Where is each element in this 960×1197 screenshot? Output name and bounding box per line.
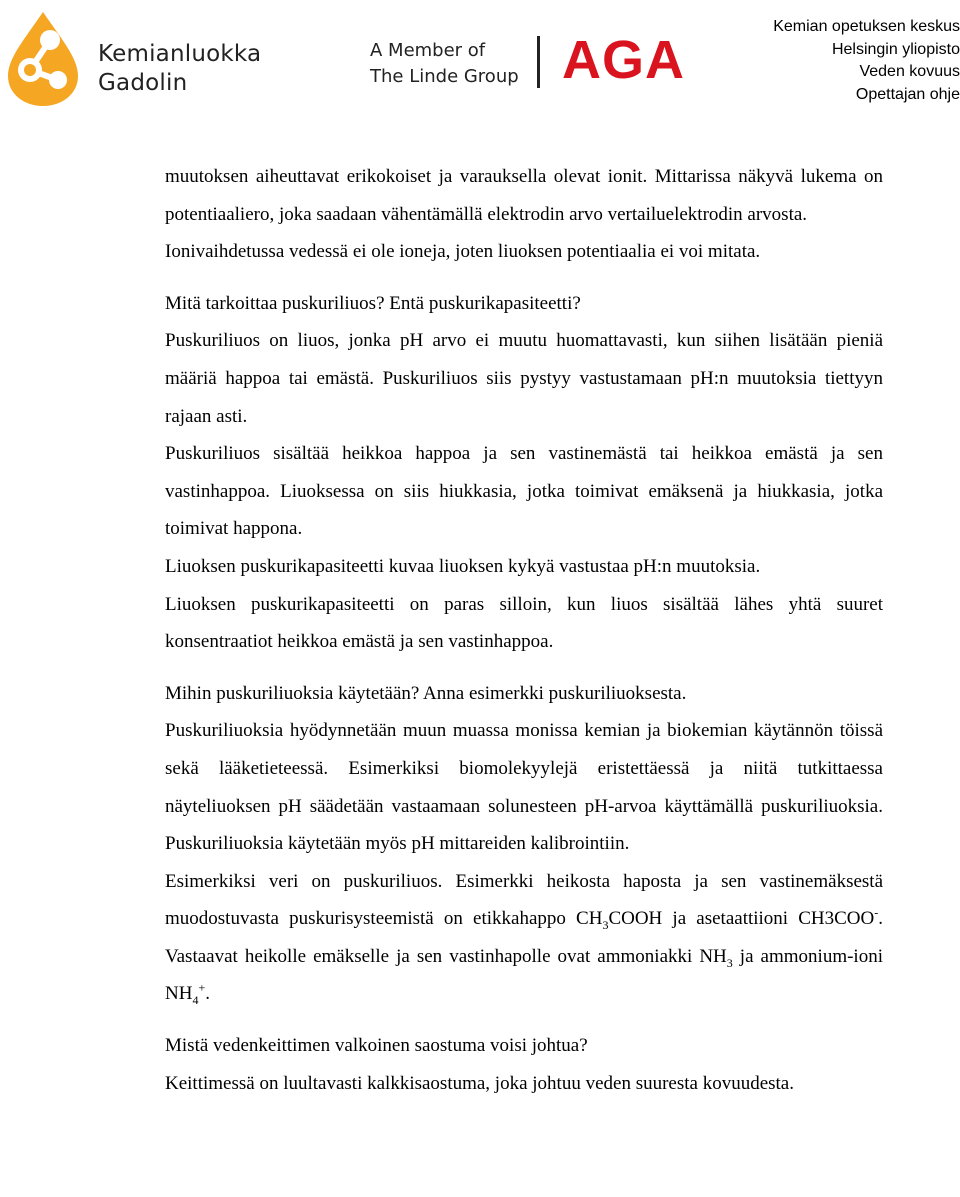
meta-department: Kemian opetuksen keskus [773, 18, 960, 35]
text-run: Esimerkiksi veri on puskuriliuos. Esimerkki heikosta haposta ja sen vastinemäksestä muodostuvasta puskurisysteemistä on etikkahappo CH [165, 870, 883, 930]
text-run: COOH ja asetaattiioni CH3COO [608, 908, 875, 930]
brand-name [98, 40, 261, 98]
text-run: ja ammonium-ioni NH [165, 945, 883, 1005]
brand-line-1: Kemianluokka [98, 41, 262, 67]
answer-paragraph [165, 863, 883, 1013]
paragraph: Ionivaihdetussa vedessä ei ole ioneja, joten liuoksen potentiaalia ei voi mitata. [165, 241, 761, 263]
subscript: 4 [192, 993, 199, 1008]
header-divider [537, 36, 540, 88]
answer-paragraph: Puskuriliuos sisältää heikkoa happoa ja sen vastinemästä tai heikkoa emästä ja sen vastinhappoa. Liuoksessa on siis hiukkasia, jotka toimivat emäksenä ja hiukkasia, jotka toimivat happona. [165, 443, 883, 540]
linde-group-text [370, 38, 519, 90]
page-header [0, 0, 960, 120]
meta-topic: Veden kovuus [859, 63, 960, 80]
paragraph: muutoksen aiheuttavat erikokoiset ja varauksella olevat ionit. Mittarissa näkyvä lukema on potentiaaliero, joka saadaan vähentämällä elektrodin arvo vertailuelektrodin arvosta. [165, 166, 883, 225]
meta-doc-type: Opettajan ohje [855, 85, 960, 103]
superscript: + [198, 981, 206, 996]
brand-line-2: Gadolin [98, 70, 188, 96]
answer-paragraph: Puskuriliuos on liuos, jonka pH arvo ei muutu huomattavasti, kun siihen lisätään pieniä määriä happoa tai emästä. Puskuriliuos siis pystyy vastustamaan pH:n muutoksia tiettyyn rajaan asti. [165, 330, 883, 427]
answer-paragraph: Puskuriliuoksia hyödynnetään muun muassa monissa kemian ja biokemian käytännön töissä sekä lääketieteessä. Esimerkiksi biomolekyylejä eristettäessä ja niitä tutkittaessa näyteliuoksen pH säädetään vastaamaan solunesteen pH-arvoa käyttämällä puskuriliuoksia. Puskuriliuoksia käytetään myös pH mittareiden kalibrointiin. [165, 720, 883, 855]
linde-line-2: The Linde Group [370, 66, 519, 87]
gadolin-logo-icon [6, 10, 80, 108]
answer-paragraph: Liuoksen puskurikapasiteetti on paras silloin, kun liuos sisältää lähes yhtä suuret konsentraatiot heikkoa emästä ja sen vastinhappoa. [165, 593, 883, 653]
document-meta [773, 16, 960, 106]
text-run: . Vastaavat heikolle emäkselle ja sen vastinhapolle ovat ammoniakki NH [165, 908, 883, 967]
text-run: . [205, 983, 210, 1005]
question: Mitä tarkoittaa puskuriliuos? Entä puskurikapasiteetti? [165, 292, 581, 314]
meta-university: Helsingin yliopisto [831, 40, 960, 58]
answer-paragraph: Keittimessä on luultavasti kalkkisaostuma, joka johtuu veden suuresta kovuudesta. [165, 1072, 794, 1094]
subscript: 3 [726, 955, 733, 970]
question: Mihin puskuriliuoksia käytetään? Anna esimerkki puskuriliuoksesta. [165, 682, 687, 704]
aga-logo: AGA [562, 30, 685, 90]
question: Mistä vedenkeittimen valkoinen saostuma voisi johtua? [165, 1035, 588, 1057]
linde-line-1: A Member of [370, 40, 486, 61]
document-body [165, 158, 883, 1102]
superscript: - [874, 905, 879, 920]
answer-paragraph: Liuoksen puskurikapasiteetti kuvaa liuoksen kykyä vastustaa pH:n muutoksia. [165, 555, 761, 577]
subscript: 3 [602, 918, 609, 933]
